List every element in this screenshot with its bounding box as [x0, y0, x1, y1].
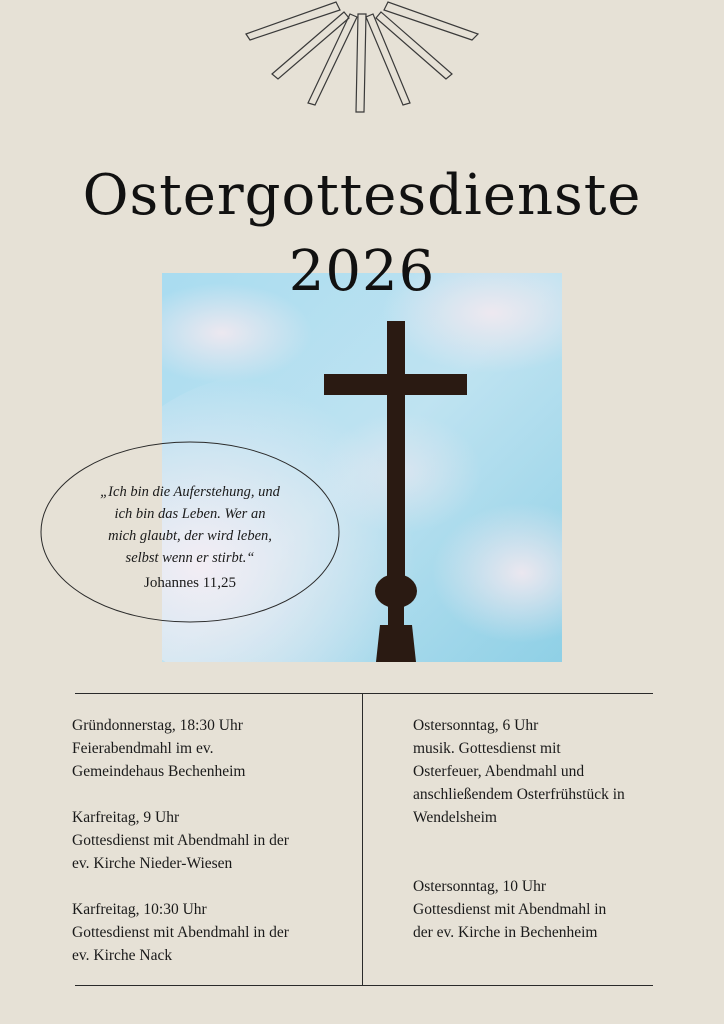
divider-vertical — [362, 693, 363, 986]
event-detail: Wendelsheim — [413, 809, 497, 826]
sunburst-rays-icon — [0, 0, 724, 120]
event-detail: Osterfeuer, Abendmahl und — [413, 763, 585, 780]
event-detail: der ev. Kirche in Bechenheim — [413, 924, 598, 941]
event-gruendonnerstag — [72, 714, 245, 783]
event-heading: Ostersonntag, 6 Uhr — [413, 717, 539, 734]
title-line-2: 2026 — [288, 239, 436, 304]
divider-top — [75, 693, 653, 694]
event-heading: Ostersonntag, 10 Uhr — [413, 878, 547, 895]
event-detail: Gottesdienst mit Abendmahl in der — [72, 924, 289, 941]
quote-line: ich bin das Leben. Wer an — [114, 506, 266, 522]
quote-reference: Johannes 11,25 — [144, 575, 236, 591]
event-detail: Gottesdienst mit Abendmahl in — [413, 901, 607, 918]
title-line-1: Ostergottesdienste — [82, 163, 642, 228]
event-ostersonntag-6 — [413, 714, 625, 829]
event-ostersonntag-10 — [413, 875, 606, 944]
event-detail: Gemeindehaus Bechenheim — [72, 763, 246, 780]
event-karfreitag-1030 — [72, 898, 289, 967]
event-heading: Karfreitag, 9 Uhr — [72, 809, 180, 826]
event-detail: Gottesdienst mit Abendmahl in der — [72, 832, 289, 849]
bible-quote — [62, 481, 318, 569]
event-detail: ev. Kirche Nack — [72, 947, 173, 964]
event-detail: ev. Kirche Nieder-Wiesen — [72, 855, 233, 872]
event-detail: musik. Gottesdienst mit — [413, 740, 561, 757]
event-detail: Feierabendmahl im ev. — [72, 740, 214, 757]
quote-line: selbst wenn er stirbt.“ — [125, 550, 255, 566]
event-detail: anschließendem Osterfrühstück in — [413, 786, 625, 803]
quote-line: mich glaubt, der wird leben, — [108, 528, 272, 544]
event-heading: Karfreitag, 10:30 Uhr — [72, 901, 207, 918]
event-heading: Gründonnerstag, 18:30 Uhr — [72, 717, 243, 734]
event-karfreitag-9 — [72, 806, 289, 875]
quote-line: „Ich bin die Auferstehung, und — [100, 484, 280, 500]
divider-bottom — [75, 985, 653, 986]
